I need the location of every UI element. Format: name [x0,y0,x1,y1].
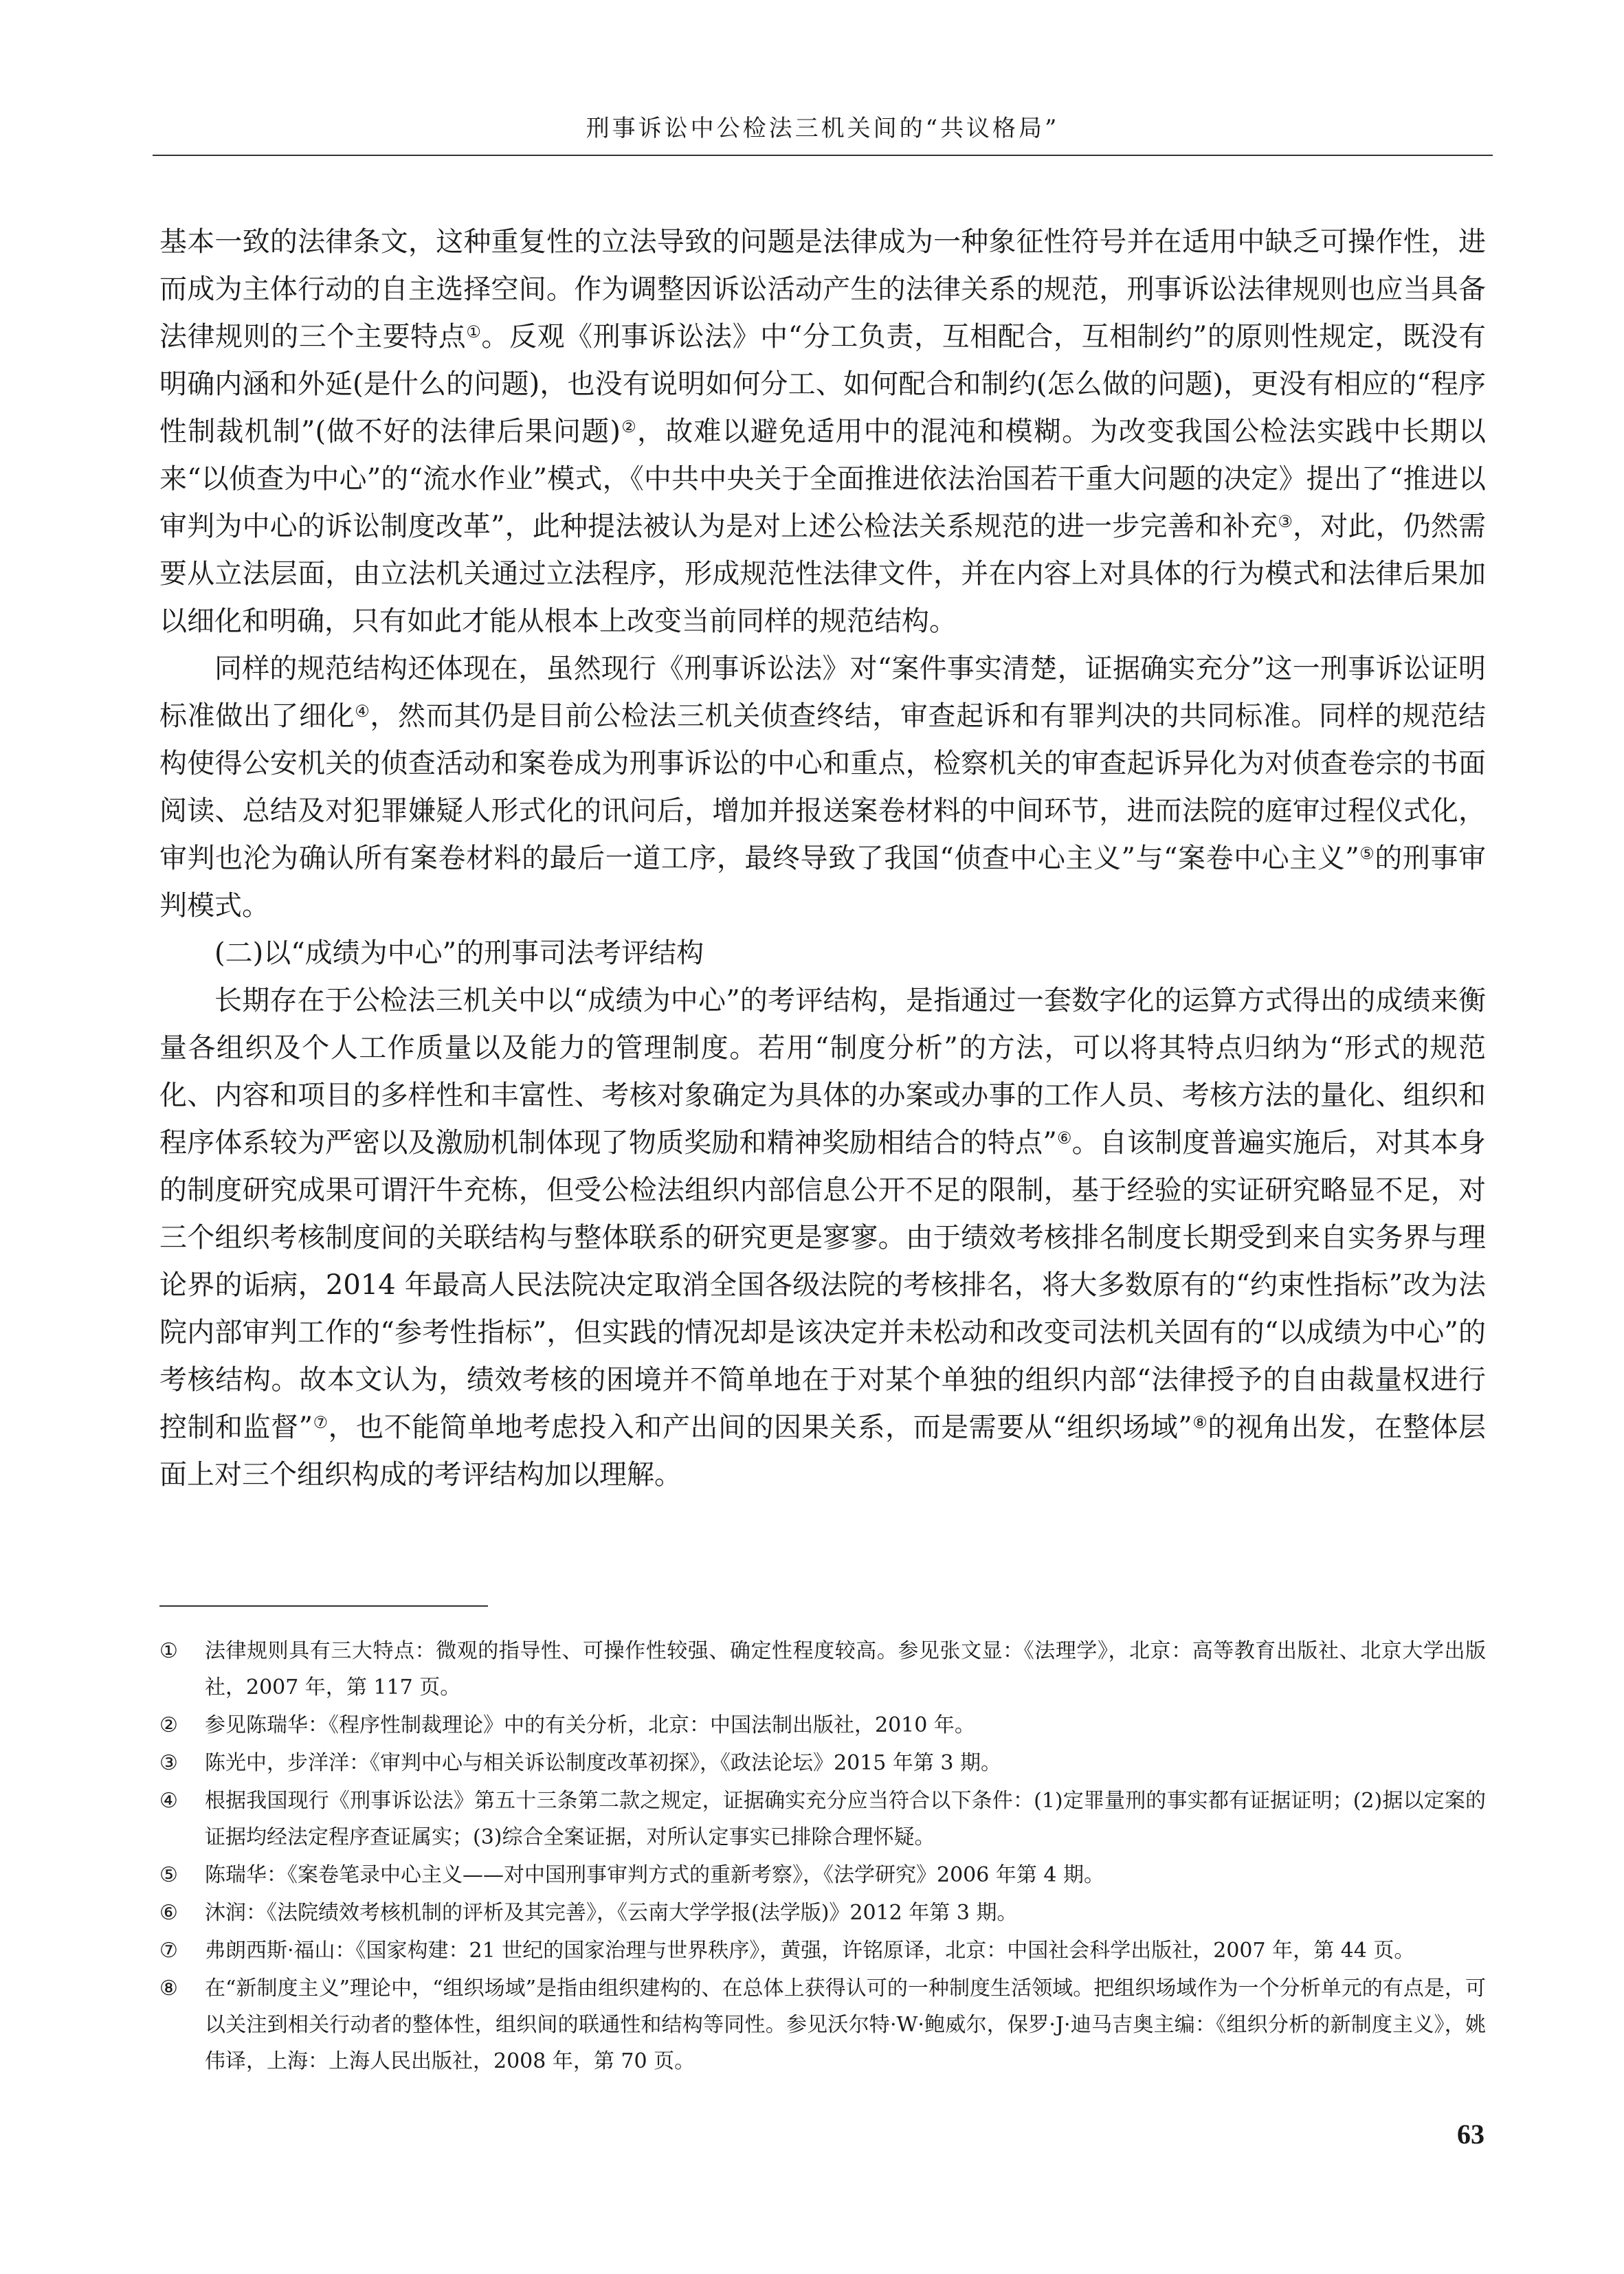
footnote-mark: ③ [159,1751,178,1775]
paragraph-continued [159,219,1486,645]
footnote [159,1895,1486,1931]
page-number: 63 [1457,2119,1484,2150]
footnote-reference: ⑧ [1192,1413,1208,1432]
footnote-mark: ⑦ [159,1939,178,1963]
paragraph-evaluation-structure [159,977,1486,1499]
footnote-text: 法律规则具有三大特点：微观的指导性、可操作性较强、确定性程度较高。参见张文显：《法理学》，北京：高等教育出版社、北京大学出版社，2007 年，第 117 页。 [205,1639,1486,1699]
footnote-mark: ④ [159,1789,178,1813]
footnote-reference: ② [621,417,637,436]
footnote-reference: ⑦ [313,1413,329,1432]
body-text: 。自该制度普遍实施后，对其本身的制度研究成果可谓汗牛充栋，但受公检法组织内部信息公开不足的限制，基于经验的实证研究略显不足，对三个组织考核制度间的关联结构与整体联系的研究更是寥寥。由于绩效考核排名制度长期受到来自实务界与理论界的诟病，2014 年最高人民法院决定取消全国各级法院的考核排名，将大多数原有的“约束性指标”改为法院内部审判工作的“参考性指标”，但实践的情况却是该决定并未松动和改变司法机关固有的“以成绩为中心”的考核结构。故本文认为，绩效考核的困境并不简单地在于对某个单独的组织内部“法律授予的自由裁量权进行控制和监督” [159,1127,1487,1443]
footnote-reference: ③ [1278,512,1293,531]
footnote-reference: ④ [355,702,370,721]
body-text: ，也不能简单地考虑投入和产出间的因果关系，而是需要从“组织场域” [328,1412,1192,1443]
header-divider [153,155,1493,156]
footnotes [159,1633,1486,2081]
body-text: ，然而其仍是目前公检法三机关侦查终结，审查起诉和有罪判决的共同标准。同样的规范结构使得公安机关的侦查活动和案卷成为刑事诉讼的中心和重点，检察机关的审查起诉异化为对侦查卷宗的书面阅读、总结及对犯罪嫌疑人形式化的讯问后，增加并报送案卷材料的中间环节，进而法院的庭审过程仪式化，审判也沦为确认所有案卷材料的最后一道工序，最终导致了我国“侦查中心主义”与“案卷中心主义” [159,700,1487,874]
body-text: ，对此，仍然需要从立法层面，由立法机关通过立法程序，形成规范性法律文件，并在内容上对具体的行为模式和法律后果加以细化和明确，只有如此才能从根本上改变当前同样的规范结构。 [159,511,1487,637]
footnote-text: 在“新制度主义”理论中，“组织场域”是指由组织建构的、在总体上获得认可的一种制度生活领域。把组织场域作为一个分析单元的有点是，可以关注到相关行动者的整体性，组织间的联通性和结构等同性。参见沃尔特·W·鲍威尔，保罗·J·迪马吉奥主编：《组织分析的新制度主义》，姚伟译，上海：上海人民出版社，2008 年，第 70 页。 [205,1976,1486,2073]
body-text: 的刑事审判模式。 [159,843,1487,922]
footnote-mark: ① [159,1639,178,1663]
footnote-mark: ⑥ [159,1901,178,1925]
footnote [159,1932,1486,1969]
footnote [159,1857,1486,1893]
footnote-reference: ⑥ [1056,1128,1072,1148]
body-text: (二)以“成绩为中心”的刑事司法考评结构 [214,937,704,969]
footnote-text: 陈光中，步洋洋：《审判中心与相关诉讼制度改革初探》，《政法论坛》2015 年第 3 期。 [205,1751,1002,1775]
footnote-reference: ① [466,322,482,342]
footnote [159,1970,1486,2080]
body-text: 的视角出发，在整体层面上对三个组织构成的考评结构加以理解。 [159,1412,1487,1491]
footnote-divider [159,1605,488,1607]
footnote-text: 陈瑞华：《案卷笔录中心主义——对中国刑事审判方式的重新考察》，《法学研究》2006 年第 4 期。 [205,1863,1105,1887]
footnote-mark: ⑧ [159,1976,178,2000]
footnote-mark: ⑤ [159,1863,178,1887]
running-title: 刑事诉讼中公检法三机关间的“共议格局” [586,115,1060,142]
footnote [159,1633,1486,1706]
footnote [159,1707,1486,1743]
body-text: 。反观《刑事诉讼法》中“分工负责，互相配合，互相制约”的原则性规定，既没有明确内涵和外延(是什么的问题)，也没有说明如何分工、如何配合和制约(怎么做的问题)，更没有相应的“程序性制裁机制”(做不好的法律后果问题) [159,321,1487,447]
body-text: 同样的规范结构还体现在，虽然现行《刑事诉讼法》对“案件事实清楚，证据确实充分”这一刑事诉讼证明标准做出了细化 [159,653,1486,732]
body-text: 基本一致的法律条文，这种重复性的立法导致的问题是法律成为一种象征性符号并在适用中缺乏可操作性，进而成为主体行动的自主选择空间。作为调整因诉讼活动产生的法律关系的规范，刑事诉讼法律规则也应当具备法律规则的三个主要特点 [159,226,1486,353]
footnote [159,1783,1486,1855]
body-text: 长期存在于公检法三机关中以“成绩为中心”的考评结构，是指通过一套数字化的运算方式得出的成绩来衡量各组织及个人工作质量以及能力的管理制度。若用“制度分析”的方法，可以将其特点归纳为“形式的规范化、内容和项目的多样性和丰富性、考核对象确定为具体的办案或办事的工作人员、考核方法的量化、组织和程序体系较为严密以及激励机制体现了物质奖励和精神奖励相结合的特点” [159,985,1486,1159]
paragraph-norm-structure [159,645,1486,930]
footnote-text: 参见陈瑞华：《程序性制裁理论》中的有关分析，北京：中国法制出版社，2010 年。 [205,1713,975,1737]
footnote-mark: ② [159,1713,178,1737]
footnote [159,1745,1486,1781]
footnote-text: 根据我国现行《刑事诉讼法》第五十三条第二款之规定，证据确实充分应当符合以下条件：(1)定罪量刑的事实都有证据证明；(2)据以定案的证据均经法定程序查证属实；(3)综合全案证据，对所认定事实已排除合理怀疑。 [205,1789,1486,1849]
footnote-text: 沐润：《法院绩效考核机制的评析及其完善》，《云南大学学报(法学版)》2012 年第 3 期。 [205,1901,1018,1925]
footnote-text: 弗朗西斯·福山：《国家构建：21 世纪的国家治理与世界秩序》，黄强，许铭原译，北京：中国社会科学出版社，2007 年，第 44 页。 [205,1939,1415,1963]
footnote-reference: ⑤ [1359,844,1375,863]
section-heading [159,930,1486,977]
article-body [159,219,1486,1499]
body-text: ，故难以避免适用中的混沌和模糊。为改变我国公检法实践中长期以来“以侦查为中心”的“流水作业”模式，《中共中央关于全面推进依法治国若干重大问题的决定》提出了“推进以审判为中心的诉讼制度改革”，此种提法被认为是对上述公检法关系规范的进一步完善和补充 [159,416,1486,542]
